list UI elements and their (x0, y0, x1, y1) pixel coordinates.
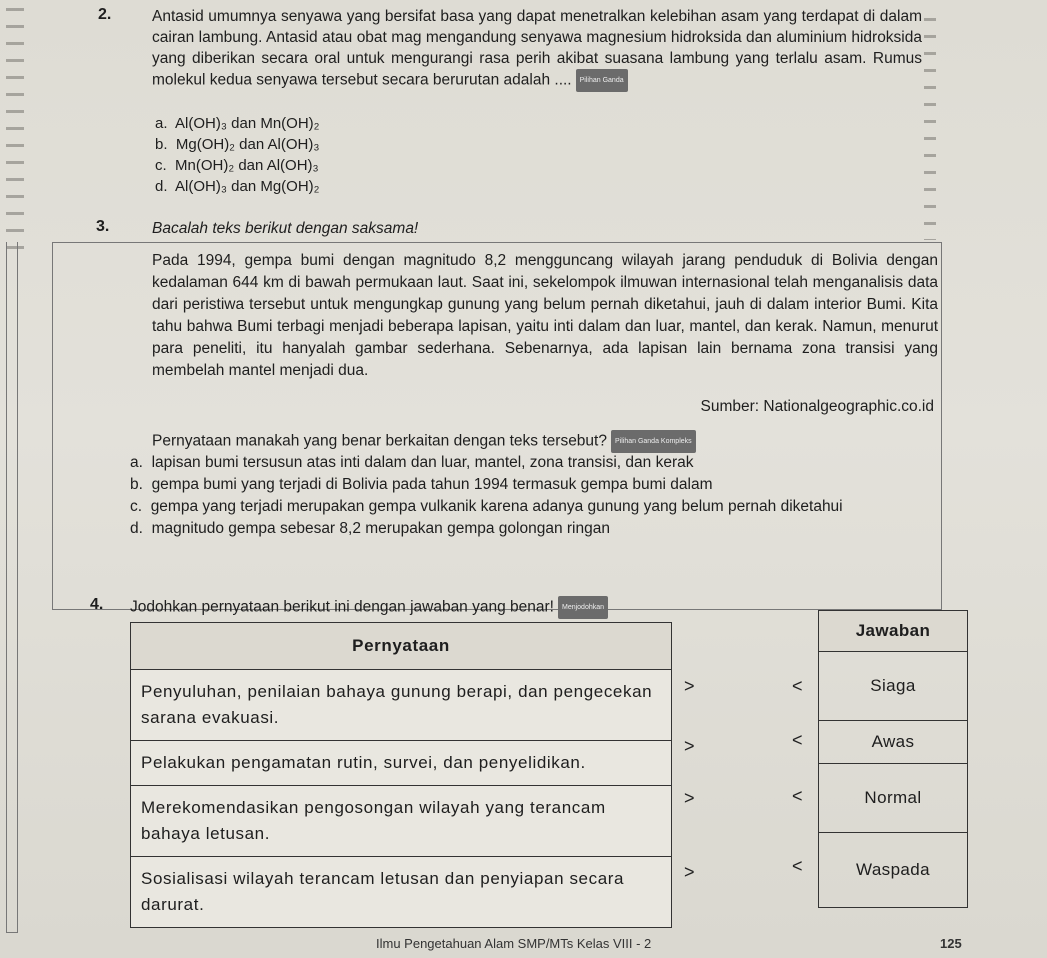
option-letter: d. (130, 520, 143, 537)
question-type-tag: Pilihan Ganda (576, 69, 628, 92)
answer-2[interactable]: Awas (819, 721, 968, 764)
question-3-number: 3. (96, 218, 110, 235)
option-text: Al(OH)₃ dan Mn(OH)₂ (175, 115, 320, 132)
question-3-instruction: Bacalah teks berikut dengan saksama! (152, 220, 419, 237)
match-arrow-right-2[interactable]: > (684, 736, 695, 756)
option-letter: a. (130, 454, 143, 471)
question-type-tag: Menjodohkan (558, 596, 608, 619)
match-arrow-right-4[interactable]: > (684, 862, 695, 882)
option-letter: c. (130, 498, 143, 515)
option-text: Mn(OH)₂ dan Al(OH)₃ (175, 157, 319, 174)
question-2-body: Antasid umumnya senyawa yang bersifat basa yang dapat menetralkan kelebihan asam yang terdapat di dalam cairan lambung. Antasid atau obat mag mengandung senyawa magnesium hidroksida dan aluminium hidroksida yang diberikan secara oral untuk mengurangi rasa perih akibat suasana lambung yang terlalu asam. Rumus molekul kedua senyawa tersebut secara berurutan adalah .... (152, 8, 922, 89)
answer-4[interactable]: Waspada (819, 833, 968, 908)
option-text: magnitudo gempa sebesar 8,2 merupakan gempa golongan ringan (151, 520, 610, 537)
option-a[interactable] (130, 452, 938, 474)
statement-3[interactable]: Merekomendasikan pengosongan wilayah yang terancam bahaya letusan. (131, 786, 672, 857)
statement-header: Pernyataan (131, 623, 672, 670)
option-letter: b. (155, 136, 168, 153)
option-b[interactable] (130, 474, 938, 496)
question-type-tag: Pilihan Ganda Kompleks (611, 430, 696, 453)
option-a[interactable] (155, 114, 319, 135)
match-arrow-left-4[interactable]: < (792, 856, 803, 876)
option-b[interactable] (155, 135, 319, 156)
option-text: gempa yang terjadi merupakan gempa vulkanik karena adanya gunung yang belum pernah diketahui (150, 498, 843, 515)
statement-table (130, 622, 672, 928)
match-arrow-left-2[interactable]: < (792, 730, 803, 750)
option-text: gempa bumi yang terjadi di Bolivia pada tahun 1994 termasuk gempa bumi dalam (151, 476, 713, 493)
option-c[interactable] (130, 496, 938, 518)
page-number: 125 (940, 936, 962, 951)
match-arrow-right-3[interactable]: > (684, 788, 695, 808)
option-letter: b. (130, 476, 143, 493)
binding-spiral (6, 0, 24, 260)
option-letter: c. (155, 157, 167, 174)
option-text: Mg(OH)₂ dan Al(OH)₃ (175, 136, 320, 153)
answer-1[interactable]: Siaga (819, 652, 968, 721)
question-3-options (130, 452, 938, 540)
match-arrow-left-1[interactable]: < (792, 676, 803, 696)
question-2-text (152, 6, 922, 92)
statement-1[interactable]: Penyuluhan, penilaian bahaya gunung berapi, dan pengecekan sarana evakuasi. (131, 670, 672, 741)
answer-3[interactable]: Normal (819, 764, 968, 833)
question-2-options (155, 114, 319, 198)
statement-2[interactable]: Pelakukan pengamatan rutin, survei, dan penyelidikan. (131, 741, 672, 786)
answer-table (818, 610, 968, 908)
question-2-number: 2. (98, 6, 112, 23)
margin-frame (6, 242, 18, 933)
match-arrow-right-1[interactable]: > (684, 676, 695, 696)
footer-book-title: Ilmu Pengetahuan Alam SMP/MTs Kelas VIII - 2 (376, 936, 652, 951)
question-3-prompt (152, 430, 938, 453)
option-letter: a. (155, 115, 168, 132)
option-letter: d. (155, 178, 168, 195)
match-arrow-left-3[interactable]: < (792, 786, 803, 806)
question-4-instruction: Jodohkan pernyataan berikut ini dengan jawaban yang benar! (130, 598, 554, 616)
question-3-question: Pernyataan manakah yang benar berkaitan dengan teks tersebut? (152, 432, 607, 450)
passage-source: Sumber: Nationalgeographic.co.id (700, 398, 934, 415)
question-4-prompt (130, 596, 608, 619)
question-4-number: 4. (90, 596, 104, 613)
answer-header: Jawaban (819, 611, 968, 652)
option-text: lapisan bumi tersusun atas inti dalam dan luar, mantel, zona transisi, dan kerak (151, 454, 694, 471)
option-d[interactable] (155, 177, 319, 198)
option-c[interactable] (155, 156, 319, 177)
option-d[interactable] (130, 518, 938, 540)
question-3-passage: Pada 1994, gempa bumi dengan magnitudo 8,2 mengguncang wilayah jarang penduduk di Bolivia dengan kedalaman 644 km di bawah permukaan laut. Saat ini, sekelompok ilmuwan internasional telah menganalisis data dari peristiwa tersebut untuk mengungkap gunung yang belum pernah diketahui, jauh di dalam interior Bumi. Kita tahu bahwa Bumi terbagi menjadi beberapa lapisan, yaitu inti dalam dan luar, mantel, dan kerak. Namun, menurut para peneliti, itu hanyalah gambar sederhana. Sebenarnya, ada lapisan lain bernama zona transisi yang membelah mantel menjadi dua. (152, 252, 938, 379)
statement-4[interactable]: Sosialisasi wilayah terancam letusan dan penyiapan secara darurat. (131, 857, 672, 928)
option-text: Al(OH)₃ dan Mg(OH)₂ (175, 178, 320, 195)
binding-spiral-right (924, 10, 936, 240)
